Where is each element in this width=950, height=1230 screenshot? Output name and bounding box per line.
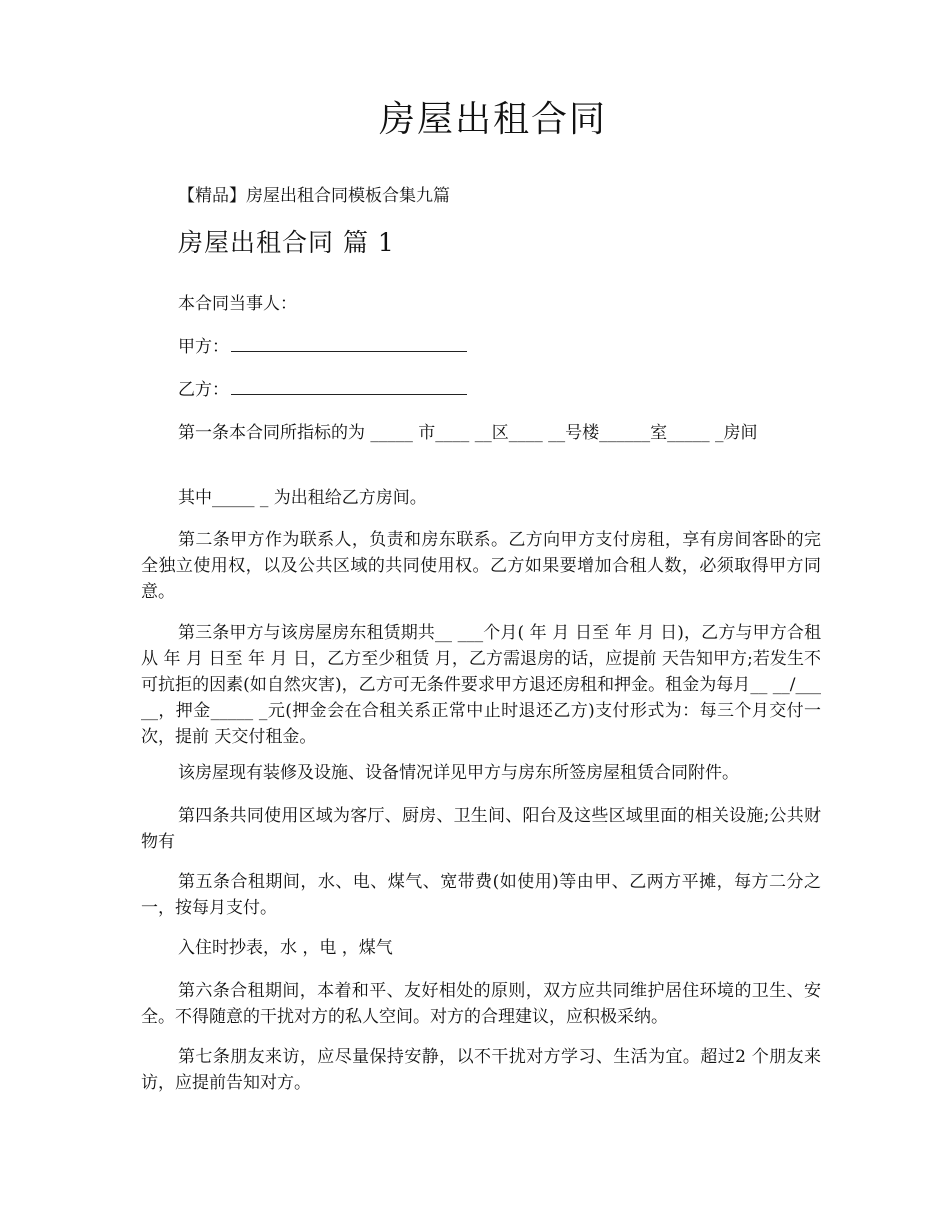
clause-1-room: 其中_____ _ 为出租给乙方房间。 bbox=[178, 488, 427, 508]
clause-4: 第四条共同使用区域为客厅、厨房、卫生间、阳台及这些区域里面的相关设施;公共财物有 bbox=[141, 806, 821, 852]
clause-2: 第二条甲方作为联系人，负责和房东联系。乙方向甲方支付房租，享有房间客卧的完全独立使用权，以及公共区域的共同使用权。乙方如果要增加合租人数，必须取得甲方同意。 bbox=[141, 530, 821, 602]
clause-1: 第一条本合同所指标的为 _____ 市____ __区____ __号楼______室_____ _房间 bbox=[178, 423, 758, 443]
section-heading: 房屋出租合同 篇 1 bbox=[178, 228, 395, 257]
party-b-blank bbox=[231, 380, 467, 395]
document-subtitle: 【精品】房屋出租合同模板合集九篇 bbox=[178, 186, 450, 206]
party-b-line bbox=[178, 377, 467, 403]
party-b-label: 乙方： bbox=[178, 380, 229, 400]
clause-7: 第七条朋友来访，应尽量保持安静，以不干扰对方学习、生活为宜。超过2 个朋友来访，应提前告知对方。 bbox=[141, 1047, 821, 1093]
parties-intro: 本合同当事人： bbox=[178, 294, 297, 314]
facilities-note: 该房屋现有装修及设施、设备情况详见甲方与房东所签房屋租赁合同附件。 bbox=[178, 763, 739, 783]
clause-5: 第五条合租期间，水、电、煤气、宽带费(如使用)等由甲、乙两方平摊，每方二分之一，按每月支付。 bbox=[141, 872, 821, 918]
clause-6: 第六条合租期间，本着和平、友好相处的原则，双方应共同维护居住环境的卫生、安全。不得随意的干扰对方的私人空间。对方的合理建议，应积极采纳。 bbox=[141, 981, 821, 1027]
party-a-blank bbox=[231, 337, 467, 352]
clause-3: 第三条甲方与该房屋房东租赁期共__ ___个月( 年 月 日至 年 月 日)，乙方与甲方合租从 年 月 日至 年 月 日，乙方至少租赁 月，乙方需退房的话，应提前 天告知甲方;若发生不可抗拒的因素(如自然灾害)，乙方可无条件要求甲方退还房租和押金。租金为每月__ __/___ __，押金_____ _元(押金会在合租关系正常中止时退还乙方)支付形式为：每三个月交付一次，提前 天交付租金。 bbox=[141, 623, 821, 747]
document-title: 房屋出租合同 bbox=[378, 99, 607, 140]
party-a-line bbox=[178, 334, 467, 360]
meter-reading: 入住时抄表，水 ，电 ，煤气 bbox=[178, 938, 393, 958]
party-a-label: 甲方： bbox=[178, 337, 229, 357]
